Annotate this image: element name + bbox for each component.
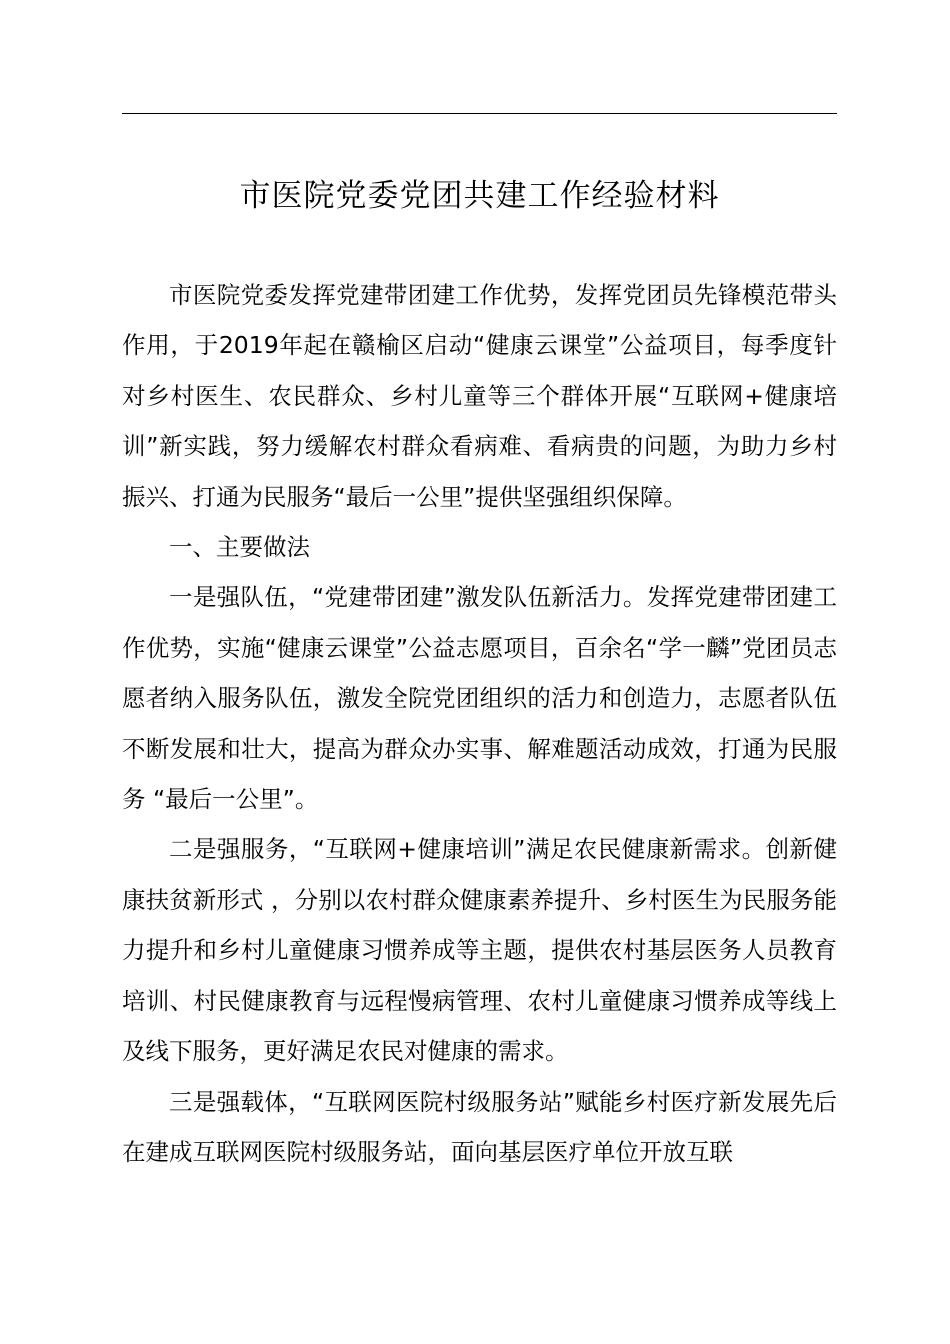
section-heading-main-practices: 一、主要做法 (169, 533, 310, 562)
header-rule (122, 113, 837, 114)
document-title: 市医院党委党团共建工作经验材料 (239, 178, 720, 214)
paragraph-service: 二是强服务，“互联网+健康培训”满足农民健康新需求。创新健康扶贫新形式 ，分别以农村群众健康素养提升、乡村医生为民服务能力提升和乡村儿童健康习惯养成等主题，提供农村基层医务人员教育培训、村民健康教育与远程慢病管理、农村儿童健康习惯养成等线上及线下服务，更好满足农民对健康的需求。 (122, 835, 837, 1066)
paragraph-intro: 市医院党委发挥党建带团建工作优势，发挥党团员先锋模范带头作用，于2019年起在赣榆区启动“健康云课堂”公益项目，每季度针对乡村医生、农民群众、乡村儿童等三个群体开展“互联网+健康培训”新实践，努力缓解农村群众看病难、看病贵的问题，为助力乡村振兴、打通为民服务“最后一公里”提供坚强组织保障。 (122, 281, 837, 511)
document-body (122, 270, 837, 1177)
paragraph-team: 一是强队伍，“党建带团建”激发队伍新活力。发挥党建带团建工作优势，实施“健康云课堂”公益志愿项目，百余名“学一麟”党团员志愿者纳入服务队伍，激发全院党团组织的活力和创造力，志愿者队伍不断发展和壮大，提高为群众办实事、解难题活动成效，打通为民服务 “最后一公里”。 (122, 583, 837, 814)
paragraph-carrier: 三是强载体，“互联网医院村级服务站”赋能乡村医疗新发展先后在建成互联网医院村级服务站，面向基层医疗单位开放互联 (122, 1087, 837, 1166)
